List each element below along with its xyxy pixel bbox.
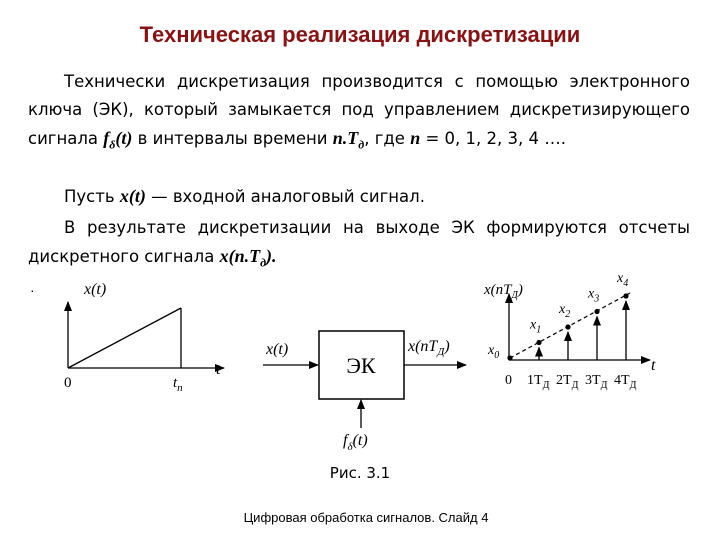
sample-point	[536, 340, 541, 345]
sampled-signal-plot	[483, 271, 656, 391]
paragraph-intro-text-a: Технически дискретизация производится с помощью электронного ключа (ЭК), который замыкается под управлением дискретизирующего сигнала	[28, 72, 690, 148]
formula-nt: n.T	[332, 128, 359, 148]
formula-xnt-sub: д	[260, 255, 267, 270]
sample-point	[565, 324, 570, 329]
left-t-end-label: $t_п$	[173, 375, 183, 394]
tick-label: $2T_Д$	[556, 373, 579, 391]
paragraph-intro-text-c: , где	[364, 129, 411, 148]
ek-control-label: $f_\delta(t)$	[343, 432, 368, 453]
slide-footer: Цифровая обработка сигналов. Слайд 4	[243, 510, 489, 525]
paragraph-intro-text-b: в интервалы времени	[132, 129, 333, 148]
formula-n: n	[410, 128, 421, 148]
formula-t: (t)	[115, 128, 133, 148]
paragraph-input-text-a: Пусть	[64, 187, 120, 206]
formula-xnt-close: ).	[266, 246, 277, 266]
formula-xt: x(t)	[119, 186, 146, 206]
sample-label: $x_2$	[559, 302, 571, 320]
sample-point	[594, 309, 599, 314]
right-y-label: $x(nT_Д)$	[484, 282, 523, 301]
ek-output-label: $x(nT_Д)$	[408, 338, 450, 358]
right-x-label: t	[651, 357, 656, 374]
left-x-label: t	[216, 361, 221, 378]
sample-label: $x_0$	[488, 343, 500, 361]
bullet-dot: ·	[30, 282, 35, 298]
sample-point	[623, 293, 628, 298]
paragraph-result-text-a: В результате дискретизации на выходе ЭК формируются отсчеты дискретного сигнала	[28, 218, 690, 266]
sample-point	[507, 355, 512, 360]
left-y-label: x(t)	[84, 281, 107, 298]
tick-label: $3T_Д$	[585, 373, 608, 391]
tick-label: $1T_Д$	[527, 373, 550, 391]
formula-f-sub: δ	[109, 137, 116, 152]
ek-input-label: x(t)	[266, 341, 289, 358]
formula-xnt: x(n.T	[219, 246, 261, 266]
sample-label: $x_1$	[530, 317, 542, 336]
formula-nt-sub: д	[358, 137, 365, 152]
tick-label: 0	[505, 373, 512, 388]
formula-f: f	[103, 128, 110, 148]
analog-signal-plot	[64, 281, 224, 394]
left-origin-label: 0	[64, 375, 72, 391]
ek-label: ЭК	[346, 353, 376, 378]
electronic-key-block	[263, 331, 466, 453]
paragraph-input-text-b: — входной аналоговый сигнал.	[145, 187, 425, 206]
figure-caption: Рис. 3.1	[329, 464, 391, 482]
sample-label: $x_4$	[617, 271, 629, 289]
analog-signal-ramp	[68, 308, 181, 368]
tick-label: $4T_Д$	[614, 373, 637, 391]
paragraph-intro-text-d: = 0, 1, 2, 3, 4 ….	[420, 129, 566, 148]
sample-label: $x_3$	[588, 286, 600, 305]
slide-title: Техническая реализация дискретизации	[139, 22, 581, 47]
